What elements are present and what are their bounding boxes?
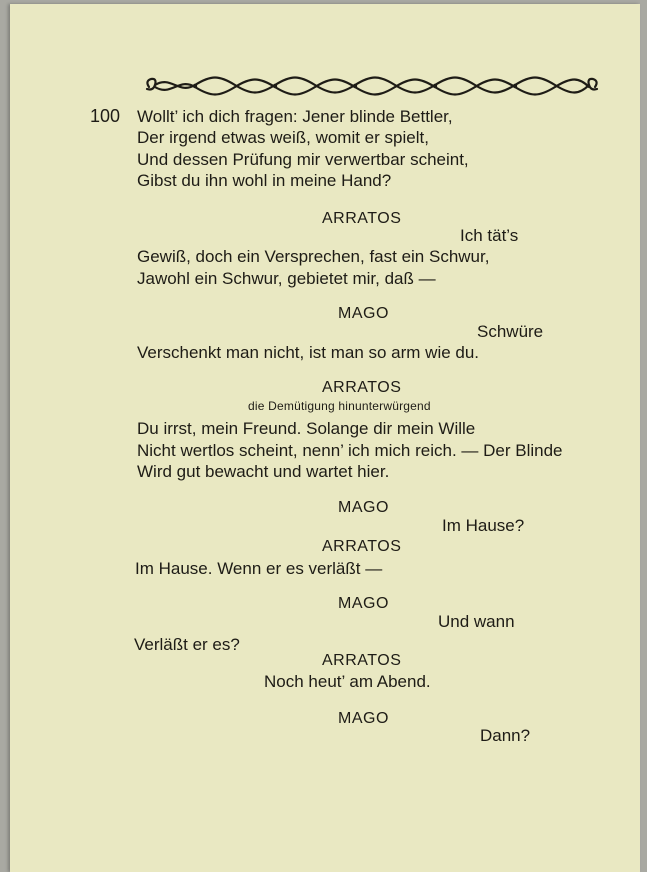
verse-continuation: Ich tät’s — [460, 226, 519, 245]
verse-line: Nicht wertlos scheint, nenn’ ich mich reich. — Der Blinde — [137, 441, 563, 460]
speaker-name: ARRATOS — [322, 652, 402, 669]
verse-line: Gewiß, doch ein Versprechen, fast ein Schwur, — [137, 247, 490, 266]
speaker-name: ARRATOS — [322, 538, 402, 555]
verse-line: Verschenkt man nicht, ist man so arm wie du. — [137, 343, 480, 362]
verse-line: Wird gut bewacht und wartet hier. — [137, 462, 390, 481]
verse-line: Jawohl ein Schwur, gebietet mir, daß — — [137, 269, 436, 288]
verse-continuation: Im Hause? — [442, 516, 525, 535]
verse-line-centered: Noch heut’ am Abend. — [264, 672, 431, 691]
verse-continuation: Schwüre — [477, 322, 544, 341]
verse-line: Und dessen Prüfung mir verwertbar scheint, — [137, 150, 469, 169]
verse-line: Der irgend etwas weiß, womit er spielt, — [137, 128, 429, 147]
verse-line: Du irrst, mein Freund. Solange dir mein Wille — [137, 419, 476, 438]
line-number: 100 — [90, 106, 121, 126]
verse-continuation: Und wann — [438, 612, 515, 631]
stage-direction: die Demütigung hinunterwürgend — [248, 399, 431, 413]
speaker-name: MAGO — [338, 499, 389, 516]
speaker-name: MAGO — [338, 595, 389, 612]
verse-line: Im Hause. Wenn er es verläßt — — [135, 559, 383, 578]
ornament-icon — [143, 73, 601, 99]
speaker-name: MAGO — [338, 305, 389, 322]
verse-line: Verläßt er es? — [134, 635, 240, 654]
speaker-name: ARRATOS — [322, 379, 402, 396]
speaker-name: ARRATOS — [322, 210, 402, 227]
verse-continuation: Dann? — [480, 726, 531, 745]
speaker-name: MAGO — [338, 710, 389, 727]
book-page — [10, 4, 640, 872]
verse-line: Wollt’ ich dich fragen: Jener blinde Bettler, — [137, 107, 453, 126]
verse-line: Gibst du ihn wohl in meine Hand? — [137, 171, 392, 190]
